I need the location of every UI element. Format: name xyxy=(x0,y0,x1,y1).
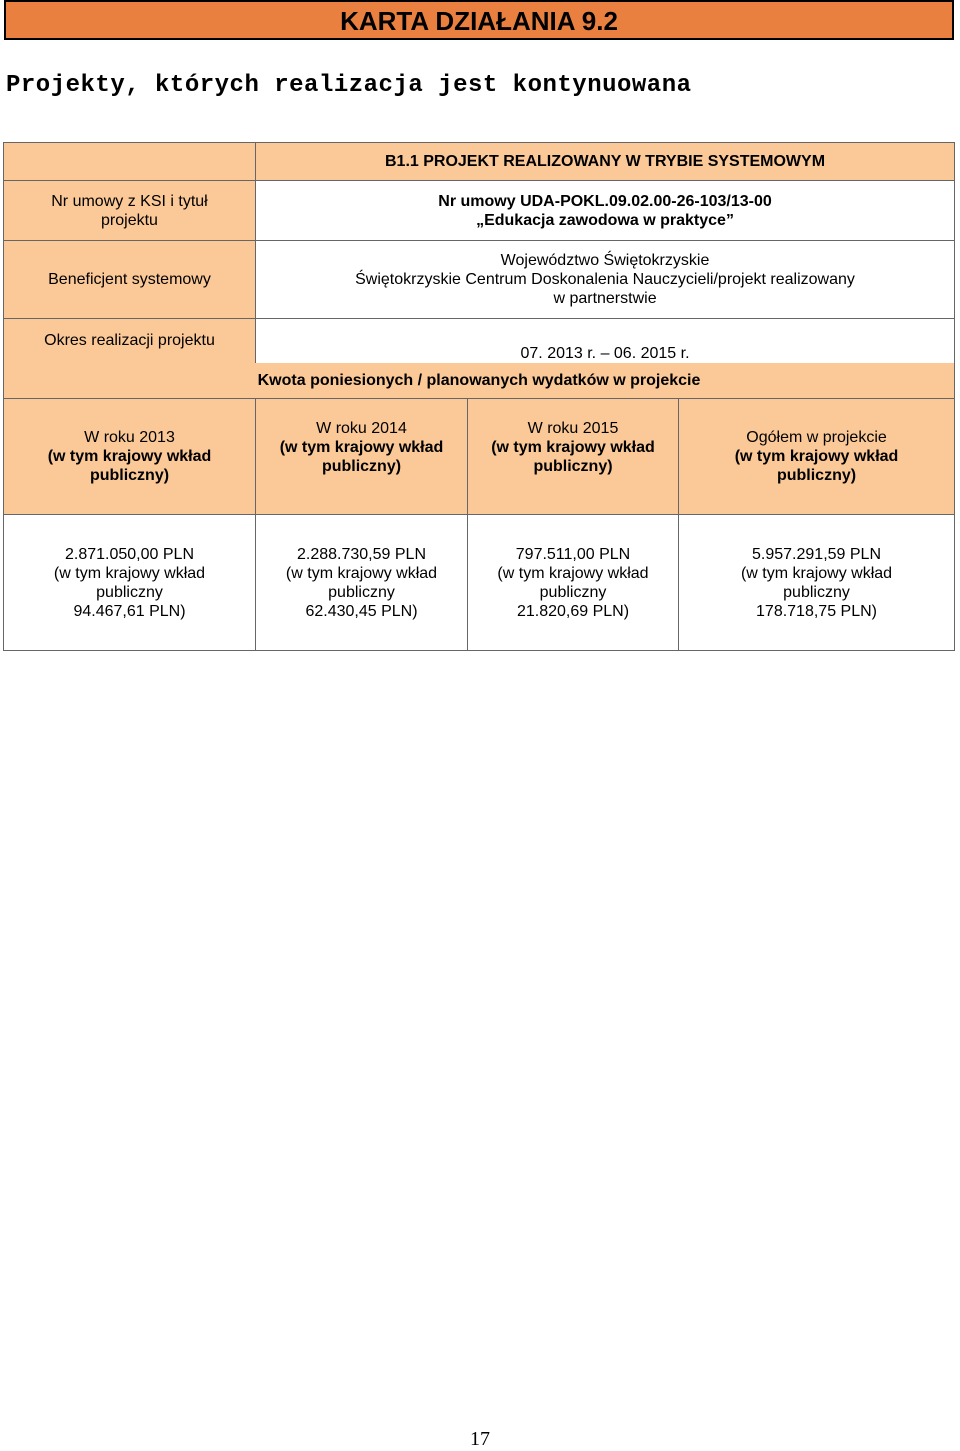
beneficiary-line1: Województwo Świętokrzyskie xyxy=(500,252,710,269)
ksi-label-cell xyxy=(4,181,256,241)
value-amount: 2.871.050,00 PLN xyxy=(65,545,194,563)
beneficiary-line3: w partnerstwie xyxy=(553,290,657,307)
value-2013 xyxy=(4,515,256,651)
ksi-label-line2: projektu xyxy=(101,211,158,229)
value-2015 xyxy=(468,515,679,651)
value-note: (w tym krajowy wkład xyxy=(53,564,206,582)
value-note: (w tym krajowy wkład xyxy=(497,564,649,582)
value-note: publiczny xyxy=(96,583,163,601)
value-2014 xyxy=(256,515,468,651)
empty-corner-cell xyxy=(4,143,256,181)
col-header-2013 xyxy=(4,399,256,515)
beneficiary-line2: Świętokrzyskie Centrum Doskonalenia Nauczycieli/projekt realizowany xyxy=(355,271,855,288)
value-national: 178.718,75 PLN) xyxy=(756,602,877,620)
value-national: 62.430,45 PLN) xyxy=(305,602,418,620)
col-header-year: W roku 2015 xyxy=(527,420,619,437)
col-header-2015 xyxy=(468,399,679,515)
project-table xyxy=(3,142,955,651)
card-title: KARTA DZIAŁANIA 9.2 xyxy=(4,0,954,40)
beneficiary-cell xyxy=(256,241,955,319)
project-title: „Edukacja zawodowa w praktyce” xyxy=(476,211,734,229)
period-value: 07. 2013 r. – 06. 2015 r. xyxy=(256,319,955,363)
value-amount: 797.511,00 PLN xyxy=(515,545,631,563)
col-header-note-end: publiczny) xyxy=(533,458,613,475)
col-header-year: W roku 2014 xyxy=(316,420,407,437)
col-header-note-end: publiczny) xyxy=(89,467,170,484)
contract-cell xyxy=(256,181,955,241)
value-national: 94.467,61 PLN) xyxy=(73,602,186,620)
col-header-note-end: publiczny) xyxy=(776,467,857,484)
col-header-note: (w tym krajowy wkład xyxy=(47,448,212,465)
value-amount: 2.288.730,59 PLN xyxy=(297,545,426,563)
page-number: 17 xyxy=(470,1428,490,1450)
beneficiary-label: Beneficjent systemowy xyxy=(4,241,256,319)
col-header-note: (w tym krajowy wkład xyxy=(734,448,899,465)
value-note: publiczny xyxy=(783,583,850,601)
col-header-note: (w tym krajowy wkład xyxy=(279,439,444,456)
value-note: publiczny xyxy=(539,583,607,601)
value-note: publiczny xyxy=(328,583,395,601)
value-amount: 5.957.291,59 PLN xyxy=(752,545,882,563)
col-header-year: W roku 2013 xyxy=(84,429,175,446)
section-subtitle: Projekty, których realizacja jest kontynuowana xyxy=(6,72,692,99)
col-header-note-end: publiczny) xyxy=(321,458,402,475)
costs-header: Kwota poniesionych / planowanych wydatków w projekcie xyxy=(4,363,955,399)
ksi-label-line1: Nr umowy z KSI i tytuł xyxy=(51,192,208,210)
value-total xyxy=(679,515,955,651)
col-header-total xyxy=(679,399,955,515)
col-header-note: (w tym krajowy wkład xyxy=(491,439,655,456)
project-type: B1.1 PROJEKT REALIZOWANY W TRYBIE SYSTEMOWYM xyxy=(256,143,955,181)
contract-number: Nr umowy UDA-POKL.09.02.00-26-103/13-00 xyxy=(438,192,772,210)
value-national: 21.820,69 PLN) xyxy=(516,602,630,620)
col-header-year: Ogółem w projekcie xyxy=(746,429,887,446)
period-label: Okres realizacji projektu xyxy=(4,319,256,363)
value-note: (w tym krajowy wkład xyxy=(285,564,438,582)
col-header-2014 xyxy=(256,399,468,515)
value-note: (w tym krajowy wkład xyxy=(740,564,893,582)
